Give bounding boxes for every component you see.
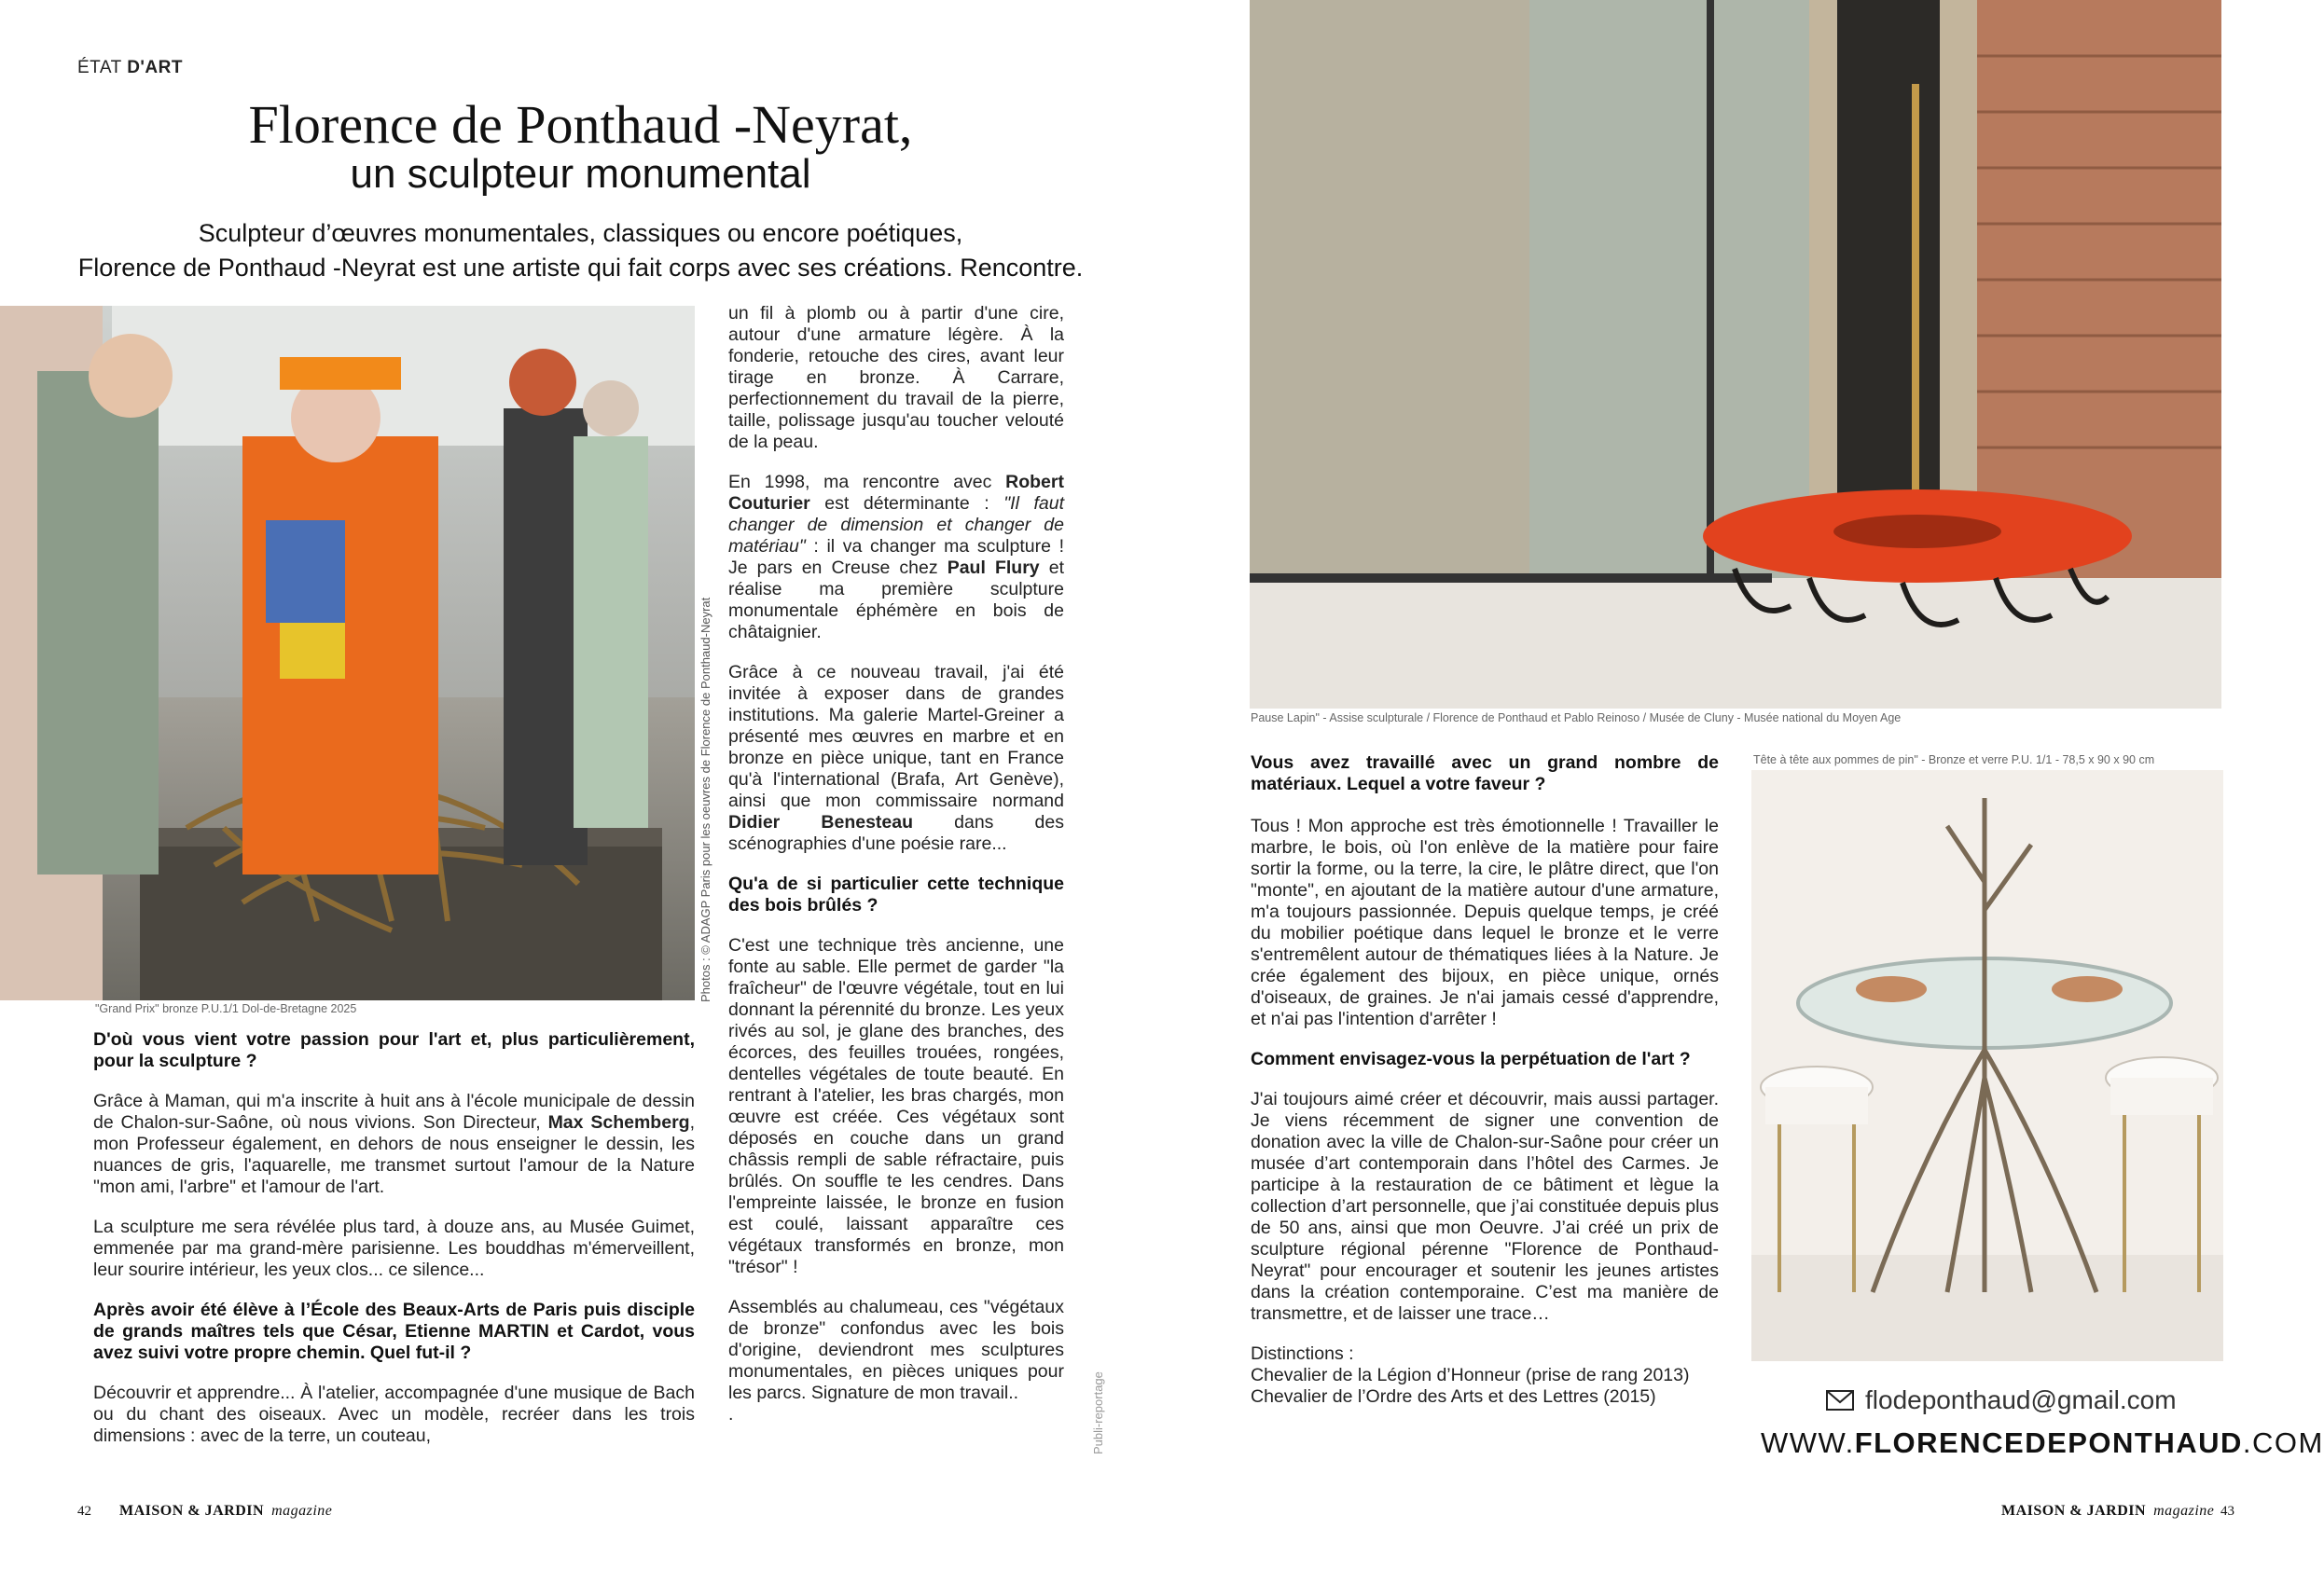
photo3-caption: Tête à tête aux pommes de pin" - Bronze et verre P.U. 1/1 - 78,5 x 90 x 90 cm — [1753, 753, 2155, 766]
column-2 — [728, 303, 1064, 1425]
contact-email[interactable] — [1826, 1385, 2177, 1417]
name-robert-couturier: Robert Couturier — [728, 472, 1064, 514]
paragraph-10: J'ai toujours aimé créer et découvrir, mais aussi partager. Je viens récemment de signer une convention de donation avec la ville de Chalon-sur-Saône pour créer un musée d’art contemporain dans l’hôtel des Carmes. Je participe à la restauration de ce bâtiment et lègue la collection d’art personnelle, que j’ai constituée depuis plus de 50 ans, ainsi que mon Oeuvre. J’ai créé un prix de sculpture régional pérenne "Florence de Ponthaud-Neyrat" pour encourager et soutenir les jeunes artistes dans la création contemporaine. C’est ma manière de transmettre, et de laisser une trace… — [1251, 1089, 1719, 1324]
right-magazine-name — [2001, 1503, 2214, 1520]
paragraph-1-text-b: , mon Professeur également, en dehors de nous enseigner le dessin, les nuances de gris, l'aquarelle, me transmet surtout l'amour de la Nature "mon ami, l'arbre" et l'amour de l'art. — [93, 1112, 695, 1197]
right-magazine-suffix: magazine — [2153, 1503, 2215, 1519]
end-mark: . — [728, 1404, 734, 1425]
paragraph-7: C'est une technique très ancienne, une fonte au sable. Elle permet de garder "la fraîcheur" de l'œuvre végétale, tout en lui donnant la pérennité du bronze. Les yeux rivés au sol, je glane des branches, des écorces, des feuilles trouées, rongées, dentelles végétales de toute beauté. En rentrant à l'atelier, les bras chargés, mon œuvre est créée. Ces végétaux sont déposés en couche dans un grand châssis rempli de sable réfractaire, puis brûlés. On souffle te les cendres. Dans l'empreinte laissée, le bronze en fusion est coulé, laissant apparaître ces végétaux transformés en bronze, mon "trésor" ! — [728, 935, 1064, 1277]
paragraph-5-text-c: : il va changer ma sculpture ! Je pars en Creuse chez — [728, 536, 1064, 578]
website-prefix: WWW. — [1761, 1426, 1855, 1459]
name-paul-flury: Paul Flury — [947, 558, 1040, 578]
article-intro — [56, 216, 1105, 285]
table-sculpture-photo-art — [1751, 770, 2223, 1361]
paragraph-1 — [93, 1091, 695, 1198]
paragraph-5-text-d: et réalise ma première sculpture monumentale éphémère en bois de châtaignier. — [728, 558, 1065, 642]
left-magazine-title: MAISON & JARDIN — [119, 1503, 265, 1519]
distinctions — [1251, 1343, 1719, 1408]
photo1-caption: "Grand Prix" bronze P.U.1/1 Dol-de-Bretagne 2025 — [95, 1002, 357, 1015]
intro-line-2: Florence de Ponthaud -Neyrat est une artiste qui fait corps avec ses créations. Rencontre. — [77, 254, 1084, 282]
paragraph-4: un fil à plomb ou à partir d'une cire, autour d'une armature légère. À la fonderie, retouche des cires, avant leur tirage en bronze. À Carrare, perfectionnement du travail de la pierre, taille, polissage jusqu'au toucher velouté de la peau. — [728, 303, 1064, 452]
publi-reportage-label: Publi-reportage — [1091, 1371, 1105, 1454]
exhibition-photo-art — [0, 306, 695, 1000]
article-title: Florence de Ponthaud -Neyrat, — [248, 94, 913, 155]
left-magazine-suffix: magazine — [271, 1503, 333, 1519]
name-max-schemberg: Max Schemberg — [547, 1112, 690, 1133]
website-url[interactable] — [1761, 1426, 2324, 1460]
table-sculpture-photo — [1751, 770, 2223, 1361]
email-address[interactable]: flodeponthaud@gmail.com — [1865, 1385, 2177, 1414]
paragraph-6 — [728, 662, 1064, 855]
photo-credit: Photos : © ADAGP Paris pour les oeuvres de Florence de Ponthaud-Neyrat — [699, 597, 712, 1002]
photo2-caption: Pause Lapin" - Assise sculpturale / Florence de Ponthaud et Pablo Reinoso / Musée de Cluny - Musée national du Moyen Age — [1251, 711, 1902, 724]
left-magazine-name — [119, 1503, 332, 1520]
section-label — [77, 58, 183, 78]
website-suffix: .COM — [2242, 1426, 2324, 1459]
intro-line-1: Sculpteur d’œuvres monumentales, classiques ou encore poétiques, — [198, 219, 963, 247]
paragraph-5 — [728, 472, 1064, 643]
museum-bench-photo — [1250, 0, 2221, 709]
column-3 — [1251, 752, 1719, 1408]
paragraph-8: Assemblés au chalumeau, ces "végétaux de bronze" confondus avec les bois d'origine, deviendront mes sculptures monumentales, en pièces uniques pour les parcs. Signature de mon travail.. — [728, 1297, 1064, 1403]
website-name: FLORENCEDEPONTHAUD — [1854, 1426, 2243, 1459]
paragraph-5-text-b: est déterminante : — [809, 493, 1004, 514]
section-part2: D'ART — [127, 58, 183, 77]
paragraph-2: La sculpture me sera révélée plus tard, à douze ans, au Musée Guimet, emmenée par ma grand-mère parisienne. Les bouddhas m'émerveillent, leur sourire intérieur, les yeux clos... ce silence... — [93, 1217, 695, 1280]
section-part1: ÉTAT — [77, 58, 122, 77]
question-5: Comment envisagez-vous la perpétuation de l'art ? — [1251, 1049, 1691, 1069]
right-page-number: 43 — [2220, 1504, 2234, 1519]
paragraph-1-text-a: Grâce à Maman, qui m'a inscrite à huit ans à l'école municipale de dessin de Chalon-sur-Saône, où nous vivions. Son Directeur, — [93, 1091, 695, 1133]
paragraph-5-text-a: En 1998, ma rencontre avec — [728, 472, 1006, 492]
exhibition-photo — [0, 306, 695, 1000]
column-1 — [93, 1029, 695, 1447]
question-4: Vous avez travaillé avec un grand nombre de matériaux. Lequel a votre faveur ? — [1251, 752, 1719, 794]
left-page-number: 42 — [77, 1504, 91, 1519]
couturier-quote: "Il faut changer de dimension et changer de matériau" — [728, 493, 1064, 557]
question-1: D'où vous vient votre passion pour l'art et, plus particulièrement, pour la sculpture ? — [93, 1029, 695, 1071]
question-3: Qu'a de si particulier cette technique des bois brûlés ? — [728, 874, 1064, 916]
paragraph-9: Tous ! Mon approche est très émotionnelle ! Travailler le marbre, le bois, où l'on enlève de la matière pour faire sortir la forme, ou la terre, la cire, le plâtre direct, que l'on "monte", en ajoutant de la matière autour d'une armature, m'a toujours passionnée. Depuis quelque temps, je créé du mobilier poétique dans lequel le bronze et le verre s'entremêlent autour de thématiques liées à la Nature. Je crée également des bijoux, en pièce unique, ornés d'oiseaux, de graines. Je n'ai jamais cessé d'apprendre, et n'ai pas l'intention d'arrêter ! — [1251, 816, 1719, 1029]
envelope-icon — [1826, 1387, 1854, 1417]
question-2: Après avoir été élève à l’École des Beaux-Arts de Paris puis disciple de grands maîtres tels que César, Etienne MARTIN et Cardot, vous avez suivi votre propre chemin. Quel fut-il ? — [93, 1300, 695, 1363]
distinctions-title: Distinctions : — [1251, 1343, 1354, 1364]
distinction-2: Chevalier de l’Ordre des Arts et des Lettres (2015) — [1251, 1386, 1656, 1407]
distinction-1: Chevalier de la Légion d’Honneur (prise de rang 2013) — [1251, 1365, 1690, 1385]
name-didier-benesteau: Didier Benesteau — [728, 812, 914, 833]
paragraph-6-text-a: Grâce à ce nouveau travail, j'ai été invitée à exposer dans de grandes institutions. Ma galerie Martel-Greiner a présenté mes œuvres en marbre et en bronze en pièce unique, tant en France qu'à l'international (Brafa, Art Genève), ainsi que mon commissaire normand — [728, 662, 1064, 811]
article-subtitle: un sculpteur monumental — [350, 151, 811, 197]
paragraph-6-text-b: dans des scénographies d'une poésie rare... — [728, 812, 1064, 854]
paragraph-3: Découvrir et apprendre... À l'atelier, accompagnée d'une musique de Bach ou du chant des oiseaux. Avec un modèle, recréer dans les trois dimensions : avec de la terre, un couteau, — [93, 1383, 695, 1446]
museum-bench-photo-art — [1250, 0, 2221, 709]
right-magazine-title: MAISON & JARDIN — [2001, 1503, 2147, 1519]
